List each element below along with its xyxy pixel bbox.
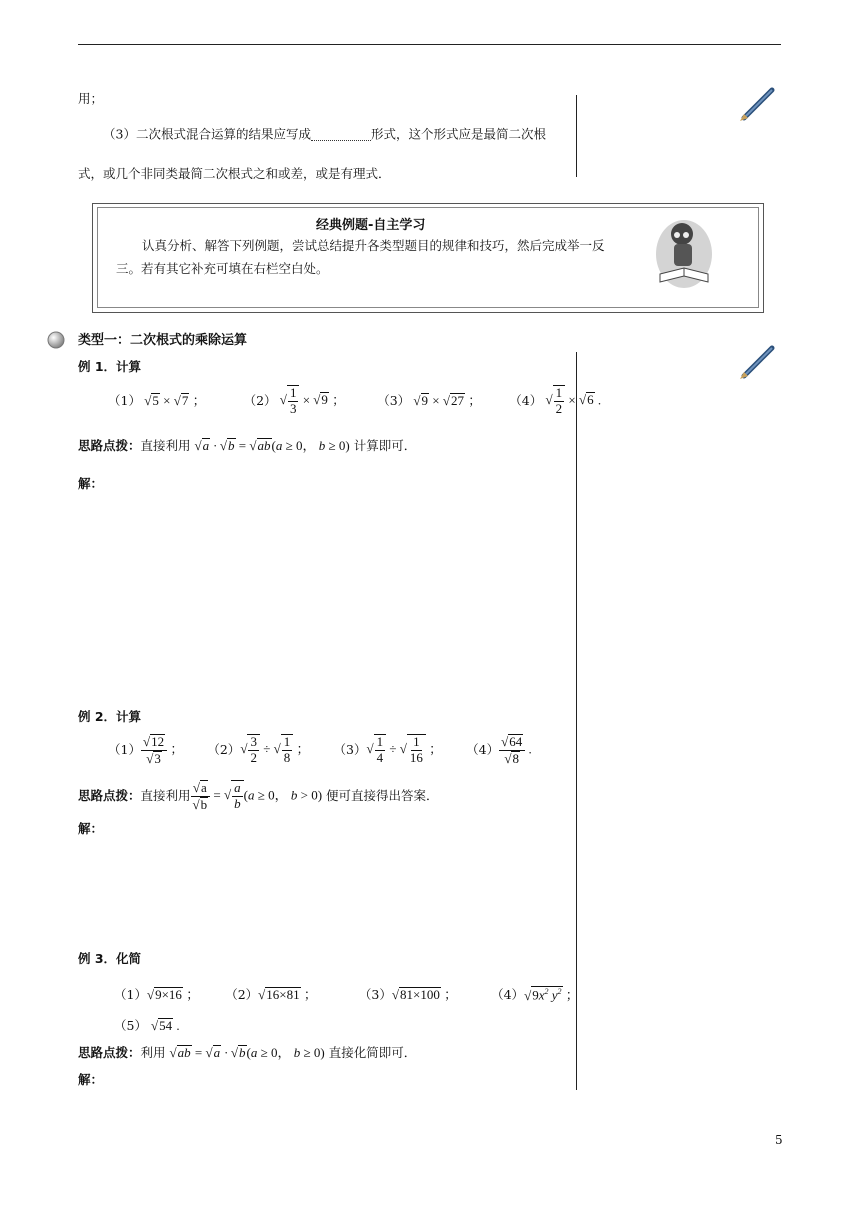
example3-item-5 [114,1018,180,1034]
math-expression: √ 16×81 ； [258,987,317,1003]
math-expression: √ $\frac{1}{3}$ × √ 9 ； [277,385,346,417]
hint-label: 思路点拨： [78,787,141,803]
math-expression: √ 12 √ 3 ； [141,734,183,767]
item-label: （3） [377,392,411,408]
answer-blank[interactable] [311,128,371,141]
answer-label: 解： [78,476,104,491]
math-expression: √ $\frac{1}{2}$ × √ 6 . [542,385,601,417]
math-expression: √ $\frac{3}{2}$ ÷ √ $\frac{1}{8}$ ； [240,734,309,766]
section-title: 类型一：二次根式的乘除运算 [78,333,248,348]
pen-icon [738,86,778,122]
example-title: 例 3．化简 [78,951,142,966]
math-expression: √ a · √ b = √ ab(a ≥ 0， b ≥ 0) [195,438,350,453]
hint-label: 思路点拨： [78,1045,141,1060]
answer-label: 解： [78,821,104,836]
hint-label: 思路点拨： [78,438,141,453]
item-label: （2） [207,741,241,757]
math-expression: √ $\frac{1}{4}$ ÷ √ $\frac{1}{16}$ ； [366,734,442,766]
section-bullet-icon [47,331,65,349]
math-expression: √ 81×100 ； [392,987,457,1003]
item-label: （4） [466,741,500,757]
math-expression: √ $9x^2$ $y^2$ ； [524,986,579,1003]
item-label: （3） [358,986,392,1002]
item-label: （5） [114,1018,147,1033]
math-expression: √ 9×16 ； [147,987,199,1003]
math-expression: √ ab = √ a · √ b(a ≥ 0， b ≥ 0) [170,1045,325,1060]
item-label: （4） [491,986,525,1002]
pen-icon [738,344,778,380]
item-label: （1） [114,986,147,1002]
page-number: 5 [775,1133,783,1147]
item-label: （2） [243,392,277,408]
study-box-line: 三。若有其它补充可填在右栏空白处。 [116,261,329,276]
example-title [78,361,141,374]
math-expression: √ 64 √ 8 . [499,734,532,767]
example2-items [108,730,532,770]
fill-in-sentence [103,128,546,141]
column-divider-main [576,352,577,1090]
hint-text: 计算即可． [353,438,417,453]
hint-text: 直接利用 [140,787,191,803]
text-line: 用； [78,91,104,106]
column-divider-top [576,95,577,177]
item-label: （2） [225,986,259,1002]
hint-text: 便可直接得出答案． [326,787,439,803]
hint-line [78,438,416,454]
text-fragment: 形式，这个形式应是最简二次根 [370,126,546,142]
example3-items [114,984,579,1006]
hint-text: 直接利用 [140,438,191,453]
math-expression: √ 54 . [151,1018,180,1033]
item-label: （3） [333,741,367,757]
hint-line [78,1045,416,1061]
item-label: （1） [108,741,141,757]
header-rule [78,44,781,45]
math-expression: √ 9 × √ 27 ； [410,393,481,409]
study-box-line: 认真分析、解答下列例题，尝试总结提升各类型题目的规律和技巧，然后完成举一反 [142,238,605,253]
item-label: （4） [509,392,543,408]
text-line: 式，或几个非同类最简二次根式之和或差，或是有理式． [78,166,391,181]
hint-text: 直接化简即可． [328,1045,417,1060]
example1-items [108,383,601,419]
math-expression: √ a √ b = √ $\frac{a}{b}$ (a ≥ 0， b > 0) [191,780,323,813]
math-expression: √ 5 × √ 7 ； [141,393,206,409]
student-reading-icon [652,212,716,292]
text-fragment: （3）二次根式混合运算的结果应写成 [103,126,311,142]
example-title: 例 2．计算 [78,709,142,724]
study-box-title: 经典例题-自主学习 [316,218,426,233]
hint-line [78,776,439,816]
hint-text: 利用 [140,1045,166,1060]
item-label: （1） [108,392,141,408]
example-title-text: 例 1．计算 [78,359,142,374]
answer-label: 解： [78,1072,104,1087]
